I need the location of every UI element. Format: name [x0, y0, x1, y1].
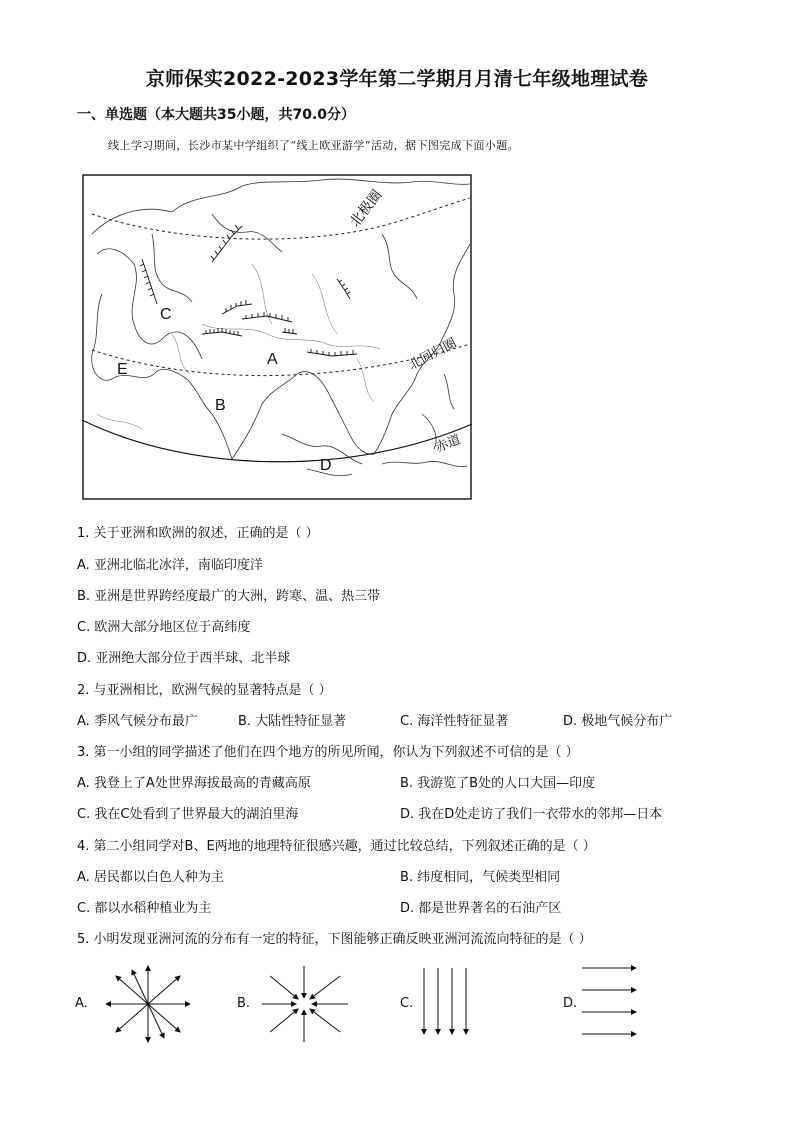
q4-option-b[interactable]: B. 纬度相同，气候类型相同 — [400, 870, 561, 885]
q3-option-a[interactable]: A. 我登上了A处世界海拔最高的青藏高原 — [77, 776, 311, 791]
q3-option-d[interactable]: D. 我在D处走访了我们一衣带水的邻邦—日本 — [400, 807, 663, 822]
exam-title: 京师保实2022-2023学年第二学期月月清七年级地理试卷 — [145, 68, 649, 90]
section-heading: 一、单选题（本大题共35小题，共70.0分） — [77, 107, 356, 123]
question-5-stem: 5. 小明发现亚洲河流的分布有一定的特征，下图能够正确反映亚洲河流流向特征的是（ ） — [77, 932, 592, 947]
equator-label: 赤道 — [432, 431, 463, 456]
q5-figure-b-inward-arrows — [256, 962, 356, 1046]
q3-option-b[interactable]: B. 我游览了B处的人口大国—印度 — [400, 776, 596, 791]
point-label-D: D — [320, 457, 332, 474]
map-frame — [83, 175, 471, 499]
q2-option-c[interactable]: C. 海洋性特征显著 — [400, 714, 509, 729]
asia-map — [82, 174, 472, 500]
intro-text: 线上学习期间，长沙市某中学组织了“线上欧亚游学”活动，据下图完成下面小题。 — [108, 139, 520, 152]
question-1-stem: 1. 关于亚洲和欧洲的叙述，正确的是（ ） — [77, 526, 319, 541]
question-2-stem: 2. 与亚洲相比，欧洲气候的显著特点是（ ） — [77, 683, 332, 698]
q1-option-b[interactable]: B. 亚洲是世界跨经度最广的大洲，跨寒、温、热三带 — [77, 589, 381, 604]
q1-option-c[interactable]: C. 欧洲大部分地区位于高纬度 — [77, 620, 251, 635]
q5-figure-d-rightward-arrows — [580, 962, 640, 1042]
q5-option-c[interactable]: C. — [400, 996, 414, 1011]
arctic-circle-label: 北极圈 — [346, 186, 385, 230]
q1-option-a[interactable]: A. 亚洲北临北冰洋，南临印度洋 — [77, 558, 263, 573]
q5-option-d[interactable]: D. — [563, 996, 578, 1011]
point-label-C: C — [160, 306, 172, 323]
q2-option-a[interactable]: A. 季风气候分布最广 — [77, 714, 198, 729]
q4-option-a[interactable]: A. 居民都以白色人种为主 — [77, 870, 224, 885]
q5-option-b[interactable]: B. — [237, 996, 251, 1011]
question-4-stem: 4. 第二小组同学对B、E两地的地理特征很感兴趣，通过比较总结，下列叙述正确的是（ ） — [77, 839, 596, 854]
question-3-stem: 3. 第一小组的同学描述了他们在四个地方的所见所闻，你认为下列叙述不可信的是（ ） — [77, 745, 579, 760]
point-label-B: B — [215, 397, 226, 414]
q5-figure-a-outward-arrows — [96, 962, 200, 1046]
q4-option-c[interactable]: C. 都以水稻种植业为主 — [77, 901, 212, 916]
q1-option-d[interactable]: D. 亚洲绝大部分位于西半球、北半球 — [77, 651, 291, 666]
point-label-A: A — [267, 351, 278, 368]
tropic-label: 北回归圈 — [405, 334, 459, 373]
point-label-E: E — [117, 361, 128, 378]
q2-option-d[interactable]: D. 极地气候分布广 — [563, 714, 673, 729]
q5-option-a[interactable]: A. — [75, 996, 88, 1011]
q5-figure-c-downward-arrows — [418, 966, 474, 1038]
q4-option-d[interactable]: D. 都是世界著名的石油产区 — [400, 901, 562, 916]
q2-option-b[interactable]: B. 大陆性特征显著 — [238, 714, 347, 729]
asia-map-figure — [82, 174, 472, 500]
q3-option-c[interactable]: C. 我在C处看到了世界最大的湖泊里海 — [77, 807, 299, 822]
